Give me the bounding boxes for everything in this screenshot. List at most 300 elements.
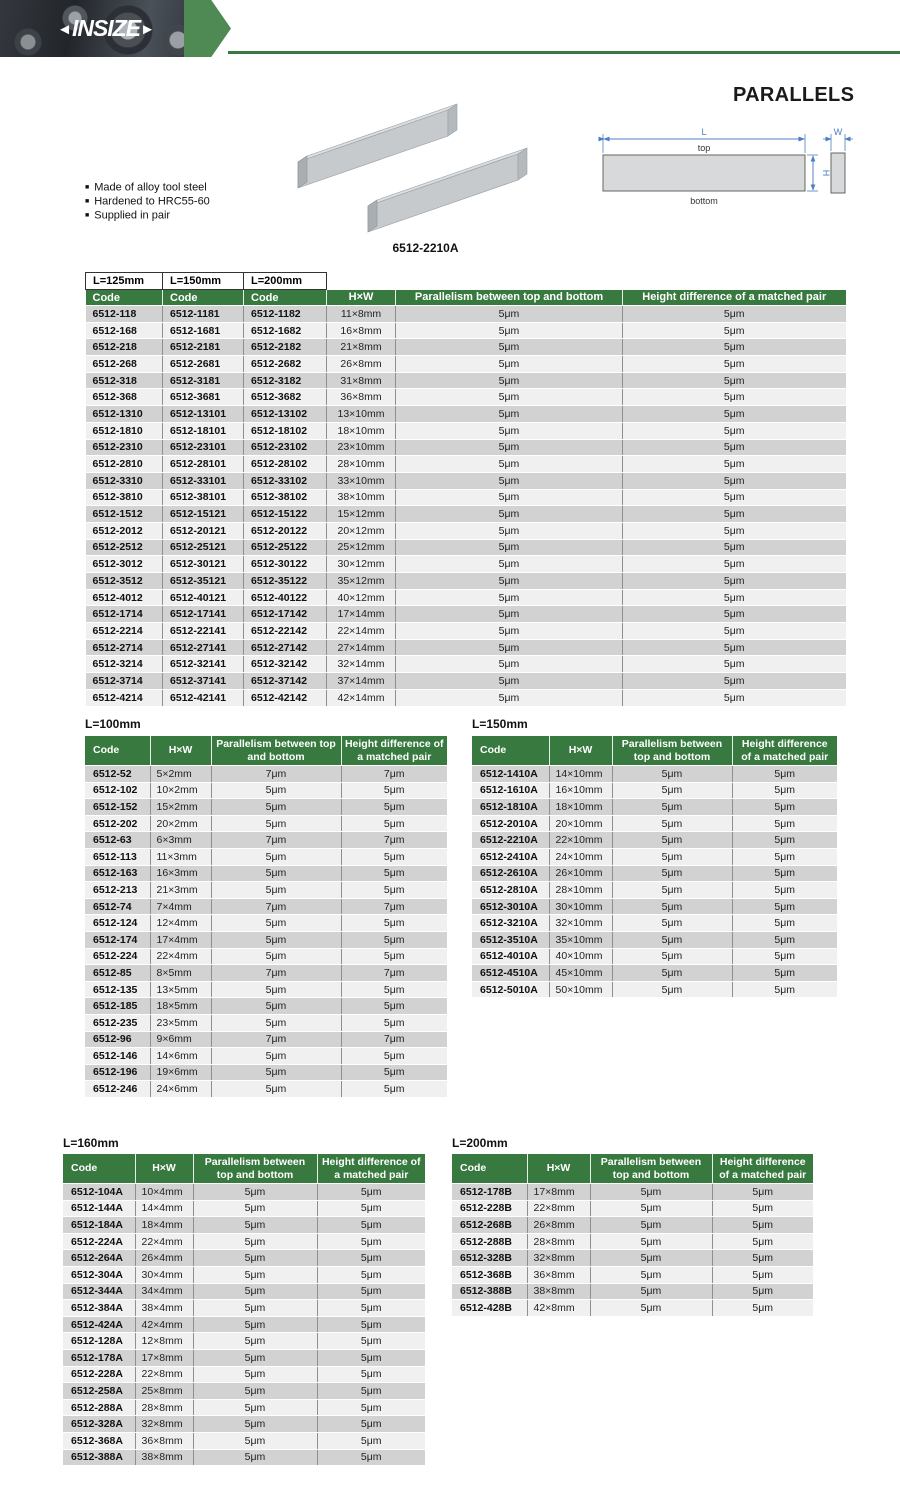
- cell: 6512-178A: [63, 1349, 135, 1366]
- cell: 6512-1714: [86, 606, 163, 623]
- cell: 6512-13102: [244, 406, 327, 423]
- table-label: L=200mm: [452, 1136, 508, 1150]
- cell: 5μm: [193, 1316, 317, 1333]
- table-row: [86, 623, 846, 640]
- table-row: [86, 689, 846, 706]
- cell: 5μm: [193, 1250, 317, 1267]
- cell: 15×12mm: [327, 506, 396, 523]
- table-row: [472, 848, 837, 865]
- table-row: [86, 673, 846, 690]
- product-image: [283, 100, 568, 240]
- cell: 5μm: [193, 1416, 317, 1433]
- cell: 5μm: [396, 573, 623, 590]
- cell: 6512-2310: [86, 439, 163, 456]
- table-l150: [472, 736, 837, 998]
- column-header: Code: [86, 290, 163, 306]
- cell: 35×10mm: [549, 931, 612, 948]
- cell: 6512-428B: [452, 1300, 527, 1317]
- cell: 5μm: [211, 815, 341, 832]
- feature-item: [85, 209, 210, 223]
- cell: 5μm: [612, 965, 732, 982]
- cell: 6512-258A: [63, 1383, 135, 1400]
- cell: 5μm: [193, 1333, 317, 1350]
- table-row: [472, 948, 837, 965]
- cell: 6×3mm: [150, 832, 211, 849]
- cell: 36×8mm: [527, 1266, 590, 1283]
- cell: 6512-1810: [86, 422, 163, 439]
- cell: 5μm: [396, 422, 623, 439]
- cell: 38×8mm: [135, 1449, 193, 1466]
- table-row: [85, 1048, 447, 1065]
- cell: 6512-22142: [244, 623, 327, 640]
- cell: 5μm: [193, 1432, 317, 1449]
- cell: 6512-40121: [163, 589, 244, 606]
- cell: 25×8mm: [135, 1383, 193, 1400]
- cell: 6512-38101: [163, 489, 244, 506]
- table-row: [452, 1283, 813, 1300]
- column-header: H×W: [527, 1154, 590, 1184]
- table-row: [63, 1283, 425, 1300]
- cell: 5μm: [623, 623, 846, 640]
- header-rule: [228, 51, 900, 54]
- cell: 5μm: [341, 799, 447, 816]
- cell: 18×10mm: [549, 799, 612, 816]
- cell: 6512-27141: [163, 639, 244, 656]
- cell: 30×10mm: [549, 898, 612, 915]
- table-row: [86, 506, 846, 523]
- cell: 5μm: [732, 931, 837, 948]
- cell: 25×12mm: [327, 539, 396, 556]
- cell: 6512-42142: [244, 689, 327, 706]
- cell: 5μm: [396, 439, 623, 456]
- cell: 7μm: [341, 898, 447, 915]
- table-row: [472, 799, 837, 816]
- table-row: [85, 832, 447, 849]
- table-row: [452, 1217, 813, 1234]
- cell: 14×10mm: [549, 766, 612, 783]
- cell: 22×8mm: [527, 1200, 590, 1217]
- cell: 5μm: [317, 1250, 425, 1267]
- cell: 5μm: [623, 372, 846, 389]
- cell: 5μm: [193, 1266, 317, 1283]
- cell: 6512-20121: [163, 522, 244, 539]
- cell: 6512-328A: [63, 1416, 135, 1433]
- cell: 8×5mm: [150, 965, 211, 982]
- cell: 5μm: [623, 439, 846, 456]
- table-row: [85, 782, 447, 799]
- cell: 6512-128A: [63, 1333, 135, 1350]
- cell: 5μm: [623, 356, 846, 373]
- cell: 5μm: [211, 782, 341, 799]
- cell: 5μm: [712, 1266, 813, 1283]
- cell: 23×10mm: [327, 439, 396, 456]
- cell: 5μm: [590, 1283, 712, 1300]
- cell: 37×14mm: [327, 673, 396, 690]
- table-row: [472, 865, 837, 882]
- cell: 6512-15121: [163, 506, 244, 523]
- cell: 28×8mm: [527, 1233, 590, 1250]
- cell: 38×10mm: [327, 489, 396, 506]
- table-row: [63, 1200, 425, 1217]
- table-row: [86, 356, 846, 373]
- cell: 5μm: [396, 406, 623, 423]
- cell: 6512-264A: [63, 1250, 135, 1267]
- cell: 6512-13101: [163, 406, 244, 423]
- cell: 6512-178B: [452, 1184, 527, 1201]
- cell: 6512-2410A: [472, 848, 549, 865]
- cell: 5μm: [732, 981, 837, 998]
- cell: 6512-3182: [244, 372, 327, 389]
- cell: 5μm: [623, 689, 846, 706]
- cell: 5μm: [211, 915, 341, 932]
- cell: 5μm: [396, 623, 623, 640]
- cell: 6512-224: [85, 948, 150, 965]
- table-row: [472, 782, 837, 799]
- cell: 24×6mm: [150, 1081, 211, 1098]
- cell: 6512-3681: [163, 389, 244, 406]
- top-face-label: top: [697, 143, 711, 153]
- width-dimension-label: W: [833, 127, 843, 137]
- cell: 6512-1610A: [472, 782, 549, 799]
- table-row: [472, 815, 837, 832]
- cell: 6512-4012: [86, 589, 163, 606]
- cell: 6512-246: [85, 1081, 150, 1098]
- cell: 6512-23102: [244, 439, 327, 456]
- cell: 5μm: [211, 1081, 341, 1098]
- cell: 6512-344A: [63, 1283, 135, 1300]
- cell: 5μm: [712, 1184, 813, 1201]
- cell: 35×12mm: [327, 573, 396, 590]
- main-table: [85, 272, 846, 707]
- table-row: [85, 948, 447, 965]
- table-row: [63, 1333, 425, 1350]
- diagram-side-face: [831, 153, 845, 193]
- table-row: [86, 539, 846, 556]
- cell: 5μm: [317, 1217, 425, 1234]
- table-label: L=100mm: [85, 717, 141, 731]
- cell: 6512-15122: [244, 506, 327, 523]
- table-label: L=150mm: [472, 717, 528, 731]
- cell: 6512-118: [86, 306, 163, 323]
- cell: 5μm: [396, 656, 623, 673]
- cell: 5μm: [317, 1432, 425, 1449]
- table-row: [63, 1349, 425, 1366]
- brand-logo: [34, 13, 178, 43]
- cell: 5μm: [590, 1217, 712, 1234]
- cell: 14×6mm: [150, 1048, 211, 1065]
- cell: 5μm: [623, 489, 846, 506]
- cell: 16×8mm: [327, 322, 396, 339]
- cell: 5μm: [396, 472, 623, 489]
- cell: 5μm: [193, 1366, 317, 1383]
- cell: 32×8mm: [527, 1250, 590, 1267]
- table-row: [63, 1233, 425, 1250]
- column-header: Height difference of a matched pair: [732, 736, 837, 766]
- cell: 5μm: [612, 799, 732, 816]
- cell: 6512-1810A: [472, 799, 549, 816]
- cell: 6512-113: [85, 848, 150, 865]
- cell: 5μm: [732, 948, 837, 965]
- cell: 22×8mm: [135, 1366, 193, 1383]
- feature-text: Supplied in pair: [94, 209, 171, 222]
- table-row: [85, 1064, 447, 1081]
- cell: 5μm: [732, 848, 837, 865]
- table-row: [472, 915, 837, 932]
- cell: 7μm: [211, 832, 341, 849]
- cell: 6512-1181: [163, 306, 244, 323]
- length-group-row: [86, 273, 846, 290]
- cell: 50×10mm: [549, 981, 612, 998]
- column-header: Parallelism between top and bottom: [612, 736, 732, 766]
- cell: 5μm: [623, 673, 846, 690]
- logo-right-arrow-icon: ►: [140, 21, 155, 38]
- cell: 5μm: [712, 1300, 813, 1317]
- table-row: [86, 522, 846, 539]
- column-header: Code: [452, 1154, 527, 1184]
- cell: 6512-37141: [163, 673, 244, 690]
- cell: 5μm: [317, 1349, 425, 1366]
- cell: 6512-3810: [86, 489, 163, 506]
- cell: 6512-2210A: [472, 832, 549, 849]
- cell: 5μm: [211, 948, 341, 965]
- cell: 5μm: [317, 1383, 425, 1400]
- cell: 5μm: [590, 1184, 712, 1201]
- cell: 9×6mm: [150, 1031, 211, 1048]
- cell: 5μm: [211, 865, 341, 882]
- table-row: [472, 981, 837, 998]
- cell: 5μm: [211, 998, 341, 1015]
- cell: 5μm: [612, 882, 732, 899]
- cell: 28×8mm: [135, 1399, 193, 1416]
- cell: 20×12mm: [327, 522, 396, 539]
- cell: 5μm: [341, 1081, 447, 1098]
- cell: 5μm: [732, 965, 837, 982]
- table-row: [63, 1416, 425, 1433]
- cell: 5μm: [317, 1266, 425, 1283]
- cell: 5μm: [612, 915, 732, 932]
- cell: 5μm: [396, 322, 623, 339]
- table-row: [472, 965, 837, 982]
- cell: 6512-135: [85, 981, 150, 998]
- cell: 6512-22141: [163, 623, 244, 640]
- cell: 5μm: [623, 506, 846, 523]
- cell: 7μm: [341, 832, 447, 849]
- cell: 5μm: [193, 1200, 317, 1217]
- cell: 6512-3512: [86, 573, 163, 590]
- cell: 5μm: [317, 1184, 425, 1201]
- cell: 6512-268B: [452, 1217, 527, 1234]
- cell: 5μm: [396, 339, 623, 356]
- cell: 5μm: [317, 1300, 425, 1317]
- table-row: [63, 1316, 425, 1333]
- cell: 6512-3510A: [472, 931, 549, 948]
- header-row: [452, 1154, 813, 1184]
- cell: 42×14mm: [327, 689, 396, 706]
- cell: 5μm: [317, 1200, 425, 1217]
- cell: 5μm: [341, 998, 447, 1015]
- cell: 5μm: [193, 1349, 317, 1366]
- cell: 6512-288B: [452, 1233, 527, 1250]
- table-body: [85, 766, 447, 1098]
- cell: 5μm: [623, 556, 846, 573]
- cell: 5μm: [341, 1048, 447, 1065]
- cell: 5μm: [590, 1266, 712, 1283]
- column-header: H×W: [150, 736, 211, 766]
- cell: 5μm: [623, 406, 846, 423]
- cell: 6512-25122: [244, 539, 327, 556]
- cell: 6512-144A: [63, 1200, 135, 1217]
- cell: 5μm: [396, 372, 623, 389]
- cell: 6512-288A: [63, 1399, 135, 1416]
- cell: 32×14mm: [327, 656, 396, 673]
- cell: 45×10mm: [549, 965, 612, 982]
- cell: 6512-85: [85, 965, 150, 982]
- cell: 23×5mm: [150, 1014, 211, 1031]
- cell: 17×14mm: [327, 606, 396, 623]
- feature-item: [85, 195, 210, 209]
- cell: 6512-3010A: [472, 898, 549, 915]
- cell: 22×4mm: [135, 1233, 193, 1250]
- cell: 6512-224A: [63, 1233, 135, 1250]
- bullet-icon: ■: [85, 198, 90, 205]
- cell: 6512-38102: [244, 489, 327, 506]
- diagram-body: [603, 155, 805, 191]
- table-row: [85, 815, 447, 832]
- cell: 6512-1410A: [472, 766, 549, 783]
- cell: 5μm: [193, 1184, 317, 1201]
- cell: 6512-27142: [244, 639, 327, 656]
- cell: 5μm: [590, 1233, 712, 1250]
- table-row: [86, 556, 846, 573]
- table-row: [85, 998, 447, 1015]
- cell: 10×4mm: [135, 1184, 193, 1201]
- cell: 5μm: [732, 832, 837, 849]
- table-row: [86, 489, 846, 506]
- table-row: [86, 422, 846, 439]
- cell: 6512-33102: [244, 472, 327, 489]
- cell: 5μm: [211, 931, 341, 948]
- cell: 6512-368B: [452, 1266, 527, 1283]
- table-row: [86, 372, 846, 389]
- column-header: H×W: [135, 1154, 193, 1184]
- cell: 5μm: [623, 539, 846, 556]
- cell: 5μm: [341, 1064, 447, 1081]
- cell: 5μm: [623, 339, 846, 356]
- cell: 6512-74: [85, 898, 150, 915]
- length-group-header: L=125mm: [86, 273, 163, 290]
- cell: 5μm: [396, 689, 623, 706]
- column-header: Code: [472, 736, 549, 766]
- cell: 5μm: [712, 1250, 813, 1267]
- cell: 6512-5010A: [472, 981, 549, 998]
- cell: 6512-202: [85, 815, 150, 832]
- table-row: [63, 1449, 425, 1466]
- cell: 6512-35122: [244, 573, 327, 590]
- table-row: [85, 848, 447, 865]
- cell: 5μm: [341, 882, 447, 899]
- cell: 5μm: [317, 1449, 425, 1466]
- product-caption: 6512-2210A: [392, 241, 459, 255]
- cell: 6512-3012: [86, 556, 163, 573]
- feature-text: Hardened to HRC55-60: [94, 195, 210, 208]
- header-row: [86, 290, 846, 306]
- cell: 12×4mm: [150, 915, 211, 932]
- cell: 14×4mm: [135, 1200, 193, 1217]
- cell: 18×10mm: [327, 422, 396, 439]
- table-l160: [63, 1154, 425, 1466]
- column-header: Height difference of a matched pair: [341, 736, 447, 766]
- cell: 7μm: [211, 1031, 341, 1048]
- cell: 6512-328B: [452, 1250, 527, 1267]
- cell: 6512-185: [85, 998, 150, 1015]
- cell: 6512-1681: [163, 322, 244, 339]
- cell: 6512-2182: [244, 339, 327, 356]
- cell: 34×4mm: [135, 1283, 193, 1300]
- cell: 5μm: [396, 556, 623, 573]
- cell: 6512-23101: [163, 439, 244, 456]
- table-row: [452, 1266, 813, 1283]
- parallel-bar: [368, 148, 527, 232]
- bullet-icon: ■: [85, 212, 90, 219]
- cell: 5μm: [612, 865, 732, 882]
- cell: 6512-102: [85, 782, 150, 799]
- cell: 6512-384A: [63, 1300, 135, 1317]
- cell: 6512-40122: [244, 589, 327, 606]
- column-header: Height difference of a matched pair: [317, 1154, 425, 1184]
- table-row: [452, 1300, 813, 1317]
- table-body: [472, 766, 837, 998]
- parallel-bar: [298, 104, 457, 188]
- table-row: [86, 339, 846, 356]
- cell: 5μm: [732, 815, 837, 832]
- cell: 5μm: [317, 1283, 425, 1300]
- cell: 5μm: [623, 472, 846, 489]
- cell: 6512-368A: [63, 1432, 135, 1449]
- column-header: Height difference of a matched pair: [712, 1154, 813, 1184]
- cell: 7μm: [341, 965, 447, 982]
- cell: 28×10mm: [549, 882, 612, 899]
- cell: 6512-2682: [244, 356, 327, 373]
- cell: 5μm: [623, 522, 846, 539]
- cell: 6512-304A: [63, 1266, 135, 1283]
- cell: 12×8mm: [135, 1333, 193, 1350]
- cell: 5μm: [732, 915, 837, 932]
- cell: 21×3mm: [150, 882, 211, 899]
- cell: 17×8mm: [527, 1184, 590, 1201]
- chevron-icon: [184, 0, 231, 57]
- cell: 6512-152: [85, 799, 150, 816]
- cell: 5μm: [317, 1233, 425, 1250]
- cell: 5μm: [193, 1300, 317, 1317]
- cell: 6512-318: [86, 372, 163, 389]
- cell: 6512-2512: [86, 539, 163, 556]
- cell: 5μm: [341, 865, 447, 882]
- table-label: L=160mm: [63, 1136, 119, 1150]
- cell: 5μm: [590, 1200, 712, 1217]
- cell: 5μm: [211, 1064, 341, 1081]
- cell: 6512-33101: [163, 472, 244, 489]
- cell: 5μm: [732, 766, 837, 783]
- dimension-diagram: [595, 123, 900, 215]
- cell: 7μm: [341, 1031, 447, 1048]
- feature-list: [85, 181, 210, 223]
- cell: 5μm: [396, 589, 623, 606]
- cell: 30×12mm: [327, 556, 396, 573]
- cell: 15×2mm: [150, 799, 211, 816]
- cell: 5μm: [317, 1399, 425, 1416]
- cell: 5μm: [732, 799, 837, 816]
- cell: 6512-268: [86, 356, 163, 373]
